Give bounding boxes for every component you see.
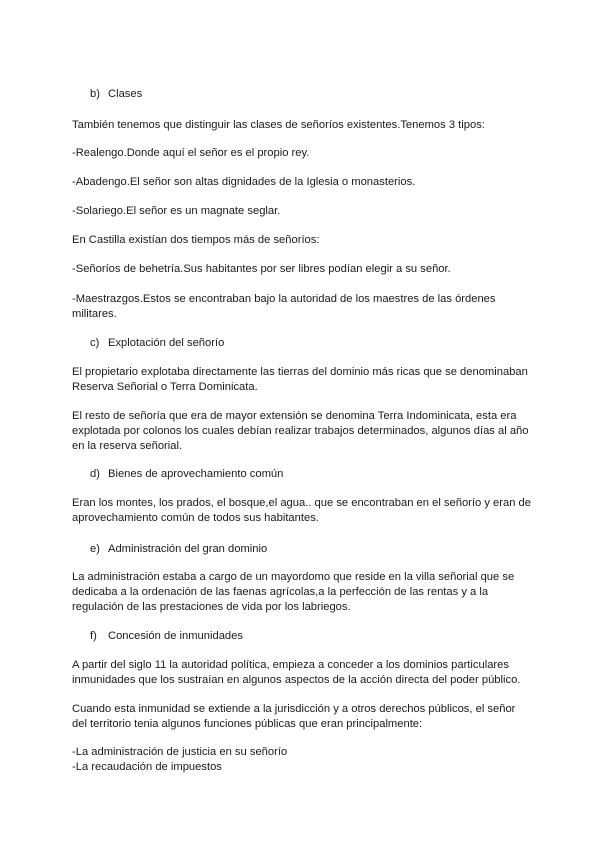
section-title: Explotación del señorío xyxy=(108,337,225,349)
section-title: Administración del gran dominio xyxy=(108,543,268,555)
list-item-maestrazgos: -Maestrazgos.Estos se encontraban bajo la autoridad de los maestres de las órdenes militares. xyxy=(72,293,496,320)
list-item-realengo: -Realengo.Donde aquí el señor es el propio rey. xyxy=(72,147,310,159)
section-heading-c xyxy=(90,336,340,351)
paragraph-inmunidades-2: Cuando esta inmunidad se extiende a la jurisdicción y a otros derechos públicos, el señor del territorio tenia algunos funciones públicas que eran principalmente: xyxy=(72,703,516,730)
section-label: f) xyxy=(90,630,97,642)
section-heading-f xyxy=(90,629,390,644)
paragraph-inmunidades-1: A partir del siglo 11 la autoridad política, empieza a conceder a los dominios particulares inmunidades que los sustraían en algunos aspectos de la acción directa del poder público. xyxy=(72,659,521,686)
section-label: e) xyxy=(90,543,100,555)
list-item-justicia: -La administración de justicia en su señorío xyxy=(72,746,288,758)
list-item-abadengo: -Abadengo.El señor son altas dignidades de la Iglesia o monasterios. xyxy=(72,176,416,188)
paragraph-administracion: La administración estaba a cargo de un mayordomo que reside en la villa señorial que se dedicaba a la ordenación de las faenas agrícolas,a la perfección de las rentas y a la regulación de las prestaciones de vida por los labriegos. xyxy=(72,571,515,613)
paragraph-bienes: Eran los montes, los prados, el bosque,el agua.. que se encontraban en el señorío y eran de aprovechamiento común de todos sus habitantes. xyxy=(72,497,531,524)
section-label: b) xyxy=(90,88,100,100)
paragraph-castilla: En Castilla existían dos tiempos más de señoríos: xyxy=(72,234,320,246)
section-heading-d xyxy=(90,467,390,482)
section-title: Concesión de inmunidades xyxy=(108,630,243,642)
list-item-impuestos: -La recaudación de impuestos xyxy=(72,761,222,773)
section-title: Clases xyxy=(108,88,143,100)
section-title: Bienes de aprovechamiento común xyxy=(108,468,284,480)
paragraph-explotacion-1: El propietario explotaba directamente las tierras del dominio más ricas que se denominaban Reserva Señorial o Terra Dominicata. xyxy=(72,366,528,393)
paragraph-explotacion-2: El resto de señoría que era de mayor extensión se denomina Terra Indominicata, esta era explotada por colonos los cuales debían realizar trabajos determinados, algunos días al año en la reserva señorial. xyxy=(72,410,529,452)
paragraph-clases-intro: También tenemos que distinguir las clases de señoríos existentes.Tenemos 3 tipos: xyxy=(72,119,485,131)
section-label: d) xyxy=(90,468,100,480)
list-item-behetria: -Señoríos de behetría.Sus habitantes por ser libres podían elegir a su señor. xyxy=(72,263,451,275)
section-label: c) xyxy=(90,337,100,349)
section-heading-b xyxy=(90,87,290,102)
list-item-solariego: -Solariego.El señor es un magnate seglar. xyxy=(72,205,281,217)
section-heading-e xyxy=(90,542,390,557)
